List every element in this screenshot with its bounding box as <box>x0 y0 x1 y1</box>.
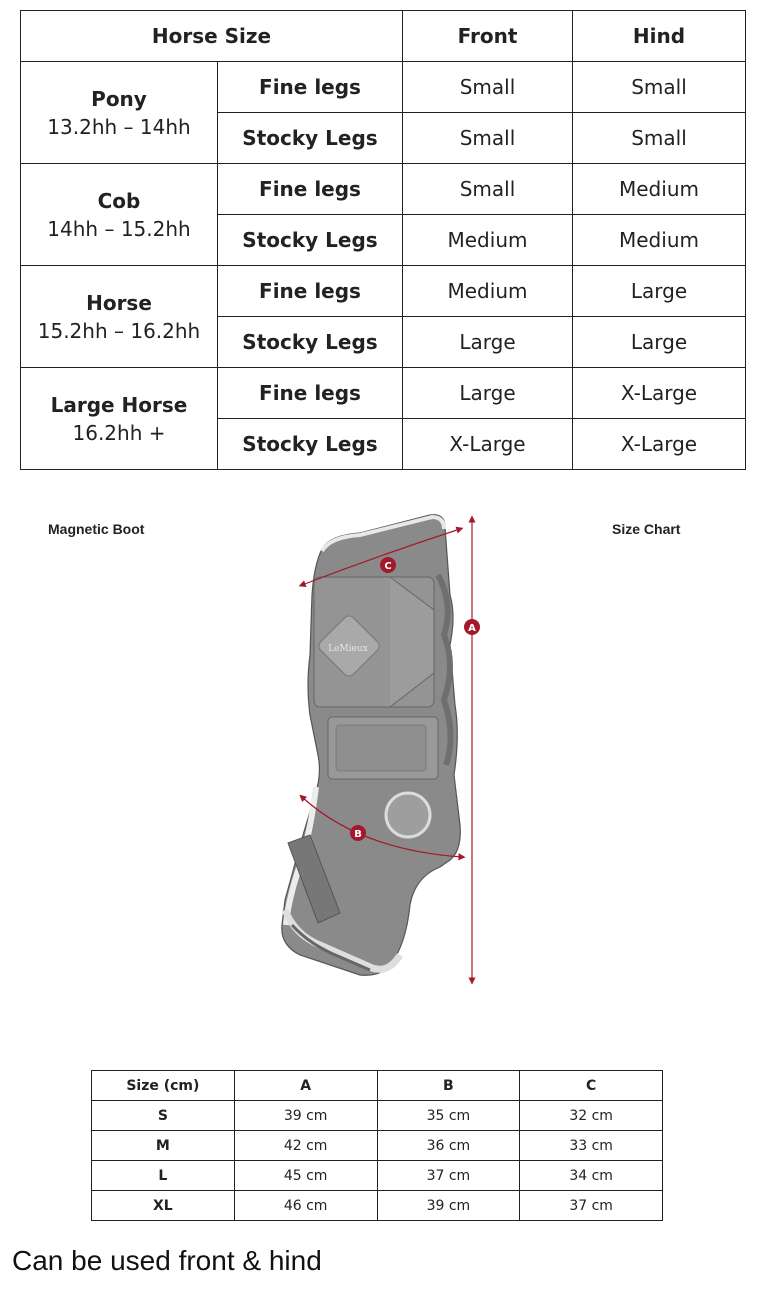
size-group-name: Pony <box>91 86 147 111</box>
boot-diagram <box>240 505 540 1000</box>
size-group-range: 15.2hh – 16.2hh <box>37 318 201 343</box>
leg-type: Fine legs <box>218 368 403 419</box>
size-cell: XL <box>92 1191 235 1221</box>
measure-b-cell: 37 cm <box>377 1161 520 1191</box>
hind-size: Large <box>573 266 746 317</box>
size-chart-label: Size Chart <box>612 521 681 537</box>
marker-b-label: B <box>354 829 362 840</box>
measure-header-b: B <box>377 1071 520 1101</box>
measure-c-cell: 37 cm <box>520 1191 663 1221</box>
table-row <box>21 368 746 419</box>
front-size: Large <box>403 368 573 419</box>
hind-size: Small <box>573 62 746 113</box>
size-table-header-row <box>21 11 746 62</box>
measure-c-cell: 33 cm <box>520 1131 663 1161</box>
leg-type: Fine legs <box>218 62 403 113</box>
hind-size: Small <box>573 113 746 164</box>
size-group-large-horse <box>21 368 218 470</box>
size-cell: S <box>92 1101 235 1131</box>
measure-c-cell: 34 cm <box>520 1161 663 1191</box>
header-horse-size: Horse Size <box>21 11 403 62</box>
table-row <box>92 1161 663 1191</box>
hind-size: X-Large <box>573 368 746 419</box>
front-size: Medium <box>403 266 573 317</box>
measure-a-cell: 42 cm <box>234 1131 377 1161</box>
horse-size-table <box>20 10 746 470</box>
table-row <box>92 1131 663 1161</box>
measure-header-size: Size (cm) <box>92 1071 235 1101</box>
front-size: Large <box>403 317 573 368</box>
table-row <box>21 62 746 113</box>
measure-header-c: C <box>520 1071 663 1101</box>
size-group-range: 16.2hh + <box>72 420 166 445</box>
measure-b-cell: 39 cm <box>377 1191 520 1221</box>
leg-type: Stocky Legs <box>218 419 403 470</box>
hind-size: X-Large <box>573 419 746 470</box>
leg-type: Stocky Legs <box>218 215 403 266</box>
table-row <box>21 266 746 317</box>
logo-text: LeMieux <box>328 644 368 654</box>
leg-type: Fine legs <box>218 164 403 215</box>
front-size: Small <box>403 62 573 113</box>
measurement-table <box>91 1070 663 1221</box>
leg-type: Stocky Legs <box>218 317 403 368</box>
front-size: Small <box>403 113 573 164</box>
marker-c <box>380 557 396 573</box>
size-group-horse <box>21 266 218 368</box>
size-group-name: Large Horse <box>50 392 188 417</box>
measure-a-cell: 39 cm <box>234 1101 377 1131</box>
size-group-range: 14hh – 15.2hh <box>47 216 191 241</box>
measure-header-row <box>92 1071 663 1101</box>
hind-size: Medium <box>573 215 746 266</box>
front-size: X-Large <box>403 419 573 470</box>
size-group-cob <box>21 164 218 266</box>
table-row <box>92 1101 663 1131</box>
footer-note: Can be used front & hind <box>12 1245 322 1276</box>
boot-shape <box>282 515 460 976</box>
magnetic-boot-label: Magnetic Boot <box>48 521 145 537</box>
header-front: Front <box>403 11 573 62</box>
measure-b-cell: 36 cm <box>377 1131 520 1161</box>
marker-a-label: A <box>468 623 476 634</box>
leg-type: Stocky Legs <box>218 113 403 164</box>
size-group-range: 13.2hh – 14hh <box>47 114 191 139</box>
table-row <box>92 1191 663 1221</box>
hind-size: Large <box>573 317 746 368</box>
front-size: Medium <box>403 215 573 266</box>
front-size: Small <box>403 164 573 215</box>
size-group-pony <box>21 62 218 164</box>
measure-a-cell: 45 cm <box>234 1161 377 1191</box>
size-group-name: Horse <box>86 290 152 315</box>
measure-b-cell: 35 cm <box>377 1101 520 1131</box>
size-cell: L <box>92 1161 235 1191</box>
size-group-name: Cob <box>97 188 141 213</box>
measure-header-a: A <box>234 1071 377 1101</box>
marker-c-label: C <box>384 561 392 572</box>
hind-size: Medium <box>573 164 746 215</box>
marker-b <box>350 825 366 841</box>
measure-c-cell: 32 cm <box>520 1101 663 1131</box>
measure-a-cell: 46 cm <box>234 1191 377 1221</box>
leg-type: Fine legs <box>218 266 403 317</box>
header-hind: Hind <box>573 11 746 62</box>
size-cell: M <box>92 1131 235 1161</box>
marker-a <box>464 619 480 635</box>
table-row <box>21 164 746 215</box>
